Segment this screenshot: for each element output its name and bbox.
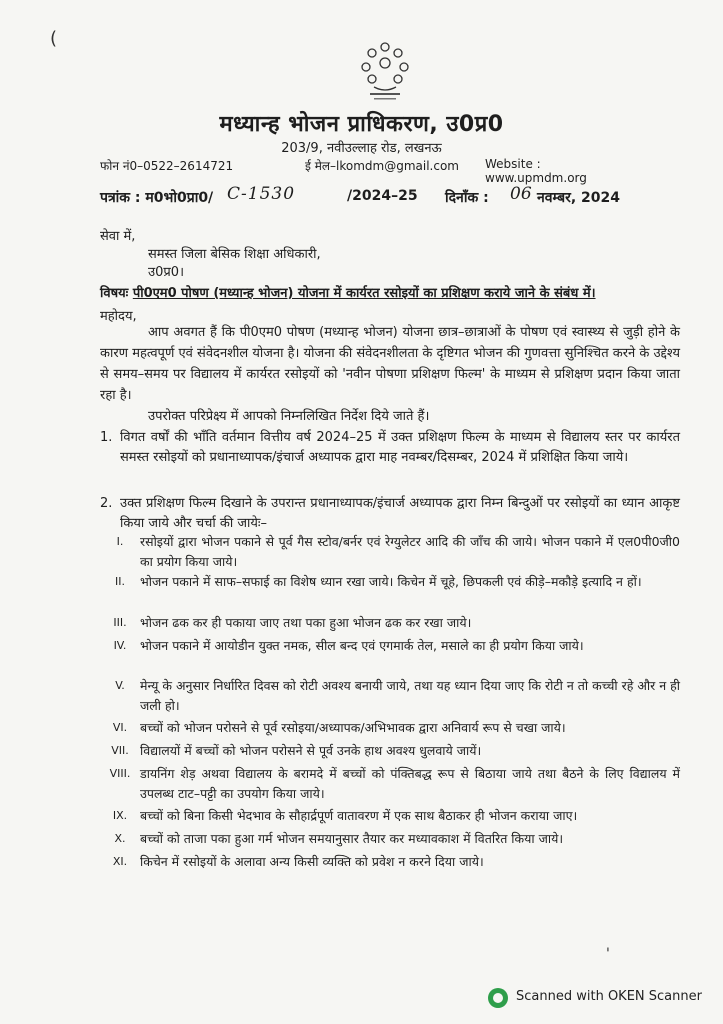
sub-item-number: VIII. [109,767,131,780]
subject-line [100,283,660,301]
sub-item-text: भोजन ढक कर ही पकाया जाए तथा पका हुआ भोजन ढक कर रखा जाये। [140,615,472,630]
item-text: विगत वर्षों की भाँति वर्तमान वित्तीय वर्ष 2024–25 में उक्त प्रशिक्षण फिल्म के माध्यम से विद्यालय स्तर पर कार्यरत समस्त रसोइयों को प्रधानाध्यापक/इंचार्ज अध्यापक द्वारा माह नवम्बर/दिसम्बर, 2024 में प्रशिक्षित किया जाये। [120,430,680,465]
sub-item-number: IX. [112,809,128,822]
instruction-item [100,494,680,536]
sub-item-number: II. [115,575,125,588]
sub-item-text: बच्चों को ताजा पका हुआ गर्म भोजन समयानुसार तैयार कर मध्यावकाश में वितरित किया जाये। [140,831,564,846]
email-address: ई मेल–lkomdm@gmail.com [305,159,459,173]
reference-line [100,184,640,210]
handwritten-day: 06 [510,184,532,204]
scanner-label: Scanned with OKEN Scanner [516,989,702,1004]
item-text: उक्त प्रशिक्षण फिल्म दिखाने के उपरान्त प्रधानाध्यापक/इंचार्ज अध्यापक द्वारा निम्न बिन्दुओं पर रसोइयों का ध्यान आकृष्ट किया जाये और चर्चा की जायेः– [120,496,680,531]
org-name: मध्यान्ह भोजन प्राधिकरण, उ0प्र0 [219,112,504,137]
sub-item-number: V. [115,679,125,692]
sub-item-text: भोजन पकाने में आयोडीन युक्त नमक, सील बन्द एवं एगमार्क तेल, मसाले का ही प्रयोग किया जाये। [140,638,584,653]
authority-logo [350,35,420,105]
scanner-watermark [482,986,712,1012]
sub-item-number: VII. [111,744,129,757]
sub-item-number: X. [114,832,126,845]
subject-label: विषयः [100,286,129,301]
handwritten-letter-number: C-1530 [227,184,296,204]
reference-prefix: पत्रांक : म0भो0प्रा0/ [100,190,214,206]
oken-logo-icon [488,988,508,1008]
sub-item-text: रसोइयों द्वारा भोजन पकाने से पूर्व गैस स्टोव/बर्नर एवं रेग्युलेटर आदि की जाँच की जाये। भोजन पकाने में एल0पी0जी0 का प्रयोग किया जाये। [140,534,680,569]
sub-item-number: I. [116,535,124,548]
date-label: दिनाँक : [445,190,489,206]
sub-item-text: बच्चों को बिना किसी भेदभाव के सौहार्द्रपूर्ण वातावरण में एक साथ बैठाकर ही भोजन कराया जाए। [140,808,578,823]
sub-item-number: IV. [113,639,127,652]
sub-item-text: किचेन में रसोइयों के अलावा अन्य किसी व्यक्ति को प्रवेश न करने दिया जाये। [140,854,484,869]
item-number: 2. [100,496,113,511]
item-number: 1. [100,430,113,445]
org-address: 203/9, नवीउल्लाह रोड, लखनऊ [281,141,442,156]
website: Website : www.upmdm.org [485,157,587,185]
instruction-item [100,428,680,490]
sub-item-number: VI. [112,721,128,734]
sub-item-text: डायनिंग शेड़ अथवा विद्यालय के बरामदे में बच्चों को पंक्तिबद्ध रूप से बिठाया जाये तथा बैठने के लिए विद्यालय में उपलब्ध टाट–पट्टी का उपयोग किया जाये। [140,766,680,801]
date-month-year: नवम्बर, 2024 [537,190,620,206]
sub-item-number: XI. [112,855,128,868]
contact-line [100,157,640,185]
sub-item-text: विद्यालयों में बच्चों को भोजन परोसने से पूर्व उनके हाथ अवश्य धुलवाये जायें। [140,743,482,758]
phone-number: फोन नं0–0522–2614721 [100,159,234,173]
pen-mark: ( [50,28,58,49]
addressee-salutation: सेवा में, [100,229,136,244]
salutation: महोदय, [100,309,137,324]
addressee-line: समस्त जिला बेसिक शिक्षा अधिकारी, [148,247,321,262]
sub-item-text: मेन्यू के अनुसार निर्धारित दिवस को रोटी अवश्य बनायी जाये, तथा यह ध्यान दिया जाए कि रोटी न तो कच्ची रहे और न ही जली हो। [140,678,680,713]
pen-mark: ' [606,946,610,962]
body-paragraph: आप अवगत हैं कि पी0एम0 पोषण (मध्यान्ह भोजन) योजना छात्र–छात्राओं के पोषण एवं स्वास्थ्य से जुड़ी होने के कारण महत्वपूर्ण एवं संवेदनशील योजना है। योजना की संवेदनशीलता के दृष्टिगत भोजन की गुणवत्ता सुनिश्चित करने के उद्देश्य से समय–समय पर विद्यालय में कार्यरत रसोइयों को 'नवीन पोषणा प्रशिक्षण फिल्म' के माध्यम से प्रशिक्षण प्रदान किया जाता रहा है। [100,325,680,403]
subject-text: पी0एम0 पोषण (मध्यान्ह भोजन) योजना में कार्यरत रसोइयों का प्रशिक्षण कराये जाने के संबंध में। [132,286,596,301]
body-paragraph: उपरोक्त परिप्रेक्ष्य में आपको निम्नलिखित निर्देश दिये जाते हैं। [148,409,430,424]
sub-item-text: भोजन पकाने में साफ–सफाई का विशेष ध्यान रखा जाये। किचेन में चूहे, छिपकली एवं कीड़े–मकौड़े इत्यादि न हों। [140,574,642,589]
sub-item-text: बच्चों को भोजन परोसने से पूर्व रसोइया/अध्यापक/अभिभावक द्वारा अनिवार्य रूप से चखा जाये। [140,720,566,735]
reference-year: /2024–25 [347,188,418,204]
sub-item-number: III. [113,616,127,629]
addressee-line: उ0प्र0। [148,265,184,280]
